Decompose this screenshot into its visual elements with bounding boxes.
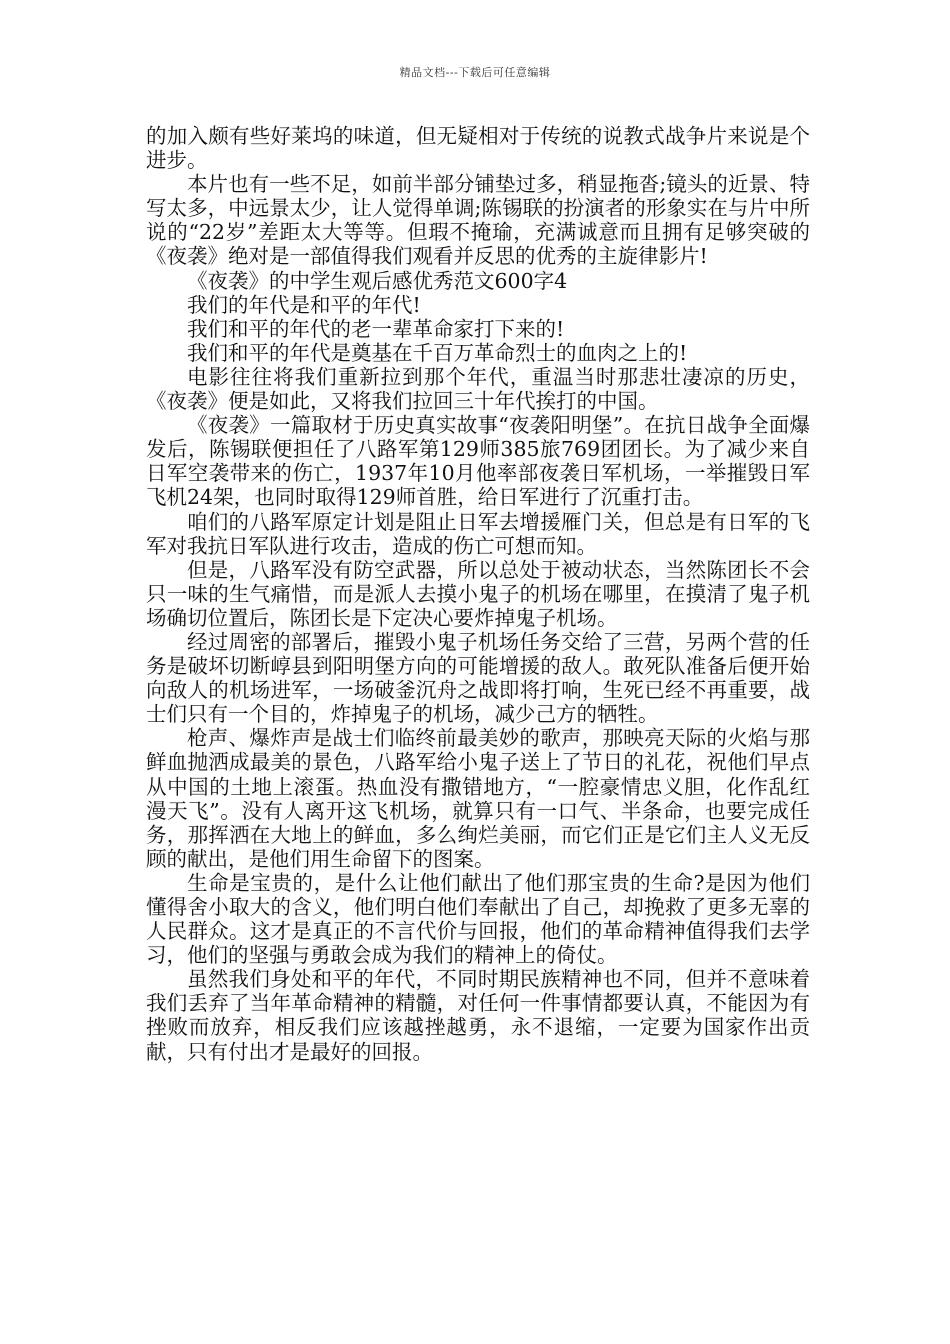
paragraph: 我们和平的年代是奠基在千百万革命烈士的血肉之上的! [187,340,688,365]
paragraph: 但是，八路军没有防空武器，所以总处于被动状态，当然陈团长不会只一味的生气痛惜，而是派人去摸小鬼子的机场在哪里，在摸清了鬼子机场确切位置后，陈团长是下定决心要炸掉鬼子机场。 [146,557,810,630]
paragraph: 电影往往将我们重新拉到那个年代，重温当时那悲壮凄凉的历史，《夜袭》便是如此，又将我们拉回三十年代挨打的中国。 [146,364,810,414]
paragraph: 我们和平的年代的老一辈革命家打下来的! [187,316,565,341]
document-body [146,124,810,1064]
paragraph: 《夜袭》一篇取材于历史真实故事“夜袭阳明堡”。在抗日战争全面爆发后，陈锡联便担任了八路军第129师385旅769团团长。为了减少来自日军空袭带来的伤亡，1937年10月他率部夜袭日军机场，一举摧毁日军飞机24架，也同时取得129师首胜，给日军进行了沉重打击。 [146,413,810,510]
paragraph: 经过周密的部署后，摧毁小鬼子机场任务交给了三营，另两个营的任务是破坏切断崞县到阳明堡方向的可能增援的敌人。敢死队准备后便开始向敌人的机场进军，一场破釜沉舟之战即将打响，生死已经不再重要，战士们只有一个目的，炸掉鬼子的机场，减少己方的牺牲。 [146,629,810,727]
paragraph: 的加入颇有些好莱坞的味道，但无疑相对于传统的说教式战争片来说是个进步。 [146,124,810,173]
page-header: 精品文档---下载后可任意编辑 [399,66,551,79]
paragraph: 我们的年代是和平的年代! [187,292,421,317]
paragraph: 咱们的八路军原定计划是阻止日军去增援雁门关，但总是有日军的飞军对我抗日军队进行攻击，造成的伤亡可想而知。 [146,509,810,558]
section-title: 《夜袭》的中学生观后感优秀范文600字4 [187,268,568,293]
paragraph: 虽然我们身处和平的年代，不同时期民族精神也不同，但并不意味着我们丢弃了当年革命精神的精髓，对任何一件事情都要认真，不能因为有挫败而放弃，相反我们应该越挫越勇，永不退缩，一定要为国家作出贡献，只有付出才是最好的回报。 [146,967,810,1064]
paragraph: 本片也有一些不足，如前半部分铺垫过多，稍显拖沓;镜头的近景、特写太多，中远景太少，让人觉得单调;陈锡联的扮演者的形象实在与片中所说的“22岁”差距太大等等。但瑕不掩瑜，充满诚意而且拥有足够突破的《夜袭》绝对是一部值得我们观看并反思的优秀的主旋律影片! [146,172,810,269]
paragraph: 生命是宝贵的，是什么让他们献出了他们那宝贵的生命?是因为他们懂得舍小取大的含义，他们明白他们奉献出了自己，却挽救了更多无辜的人民群众。这才是真正的不言代价与回报，他们的革命精神值得我们去学习，他们的坚强与勇敢会成为我们的精神上的倚仗。 [146,870,810,968]
paragraph: 枪声、爆炸声是战士们临终前最美妙的歌声，那映亮天际的火焰与那鲜血抛洒成最美的景色，八路军给小鬼子送上了节日的礼花，祝他们早点从中国的土地上滚蛋。热血没有撒错地方，“一腔豪情忠义胆，化作乱红漫天飞”。没有人离开这飞机场，就算只有一口气、半条命，也要完成任务，那挥洒在大地上的鲜血，多么绚烂美丽，而它们正是它们主人义无反顾的献出，是他们用生命留下的图案。 [146,726,810,871]
